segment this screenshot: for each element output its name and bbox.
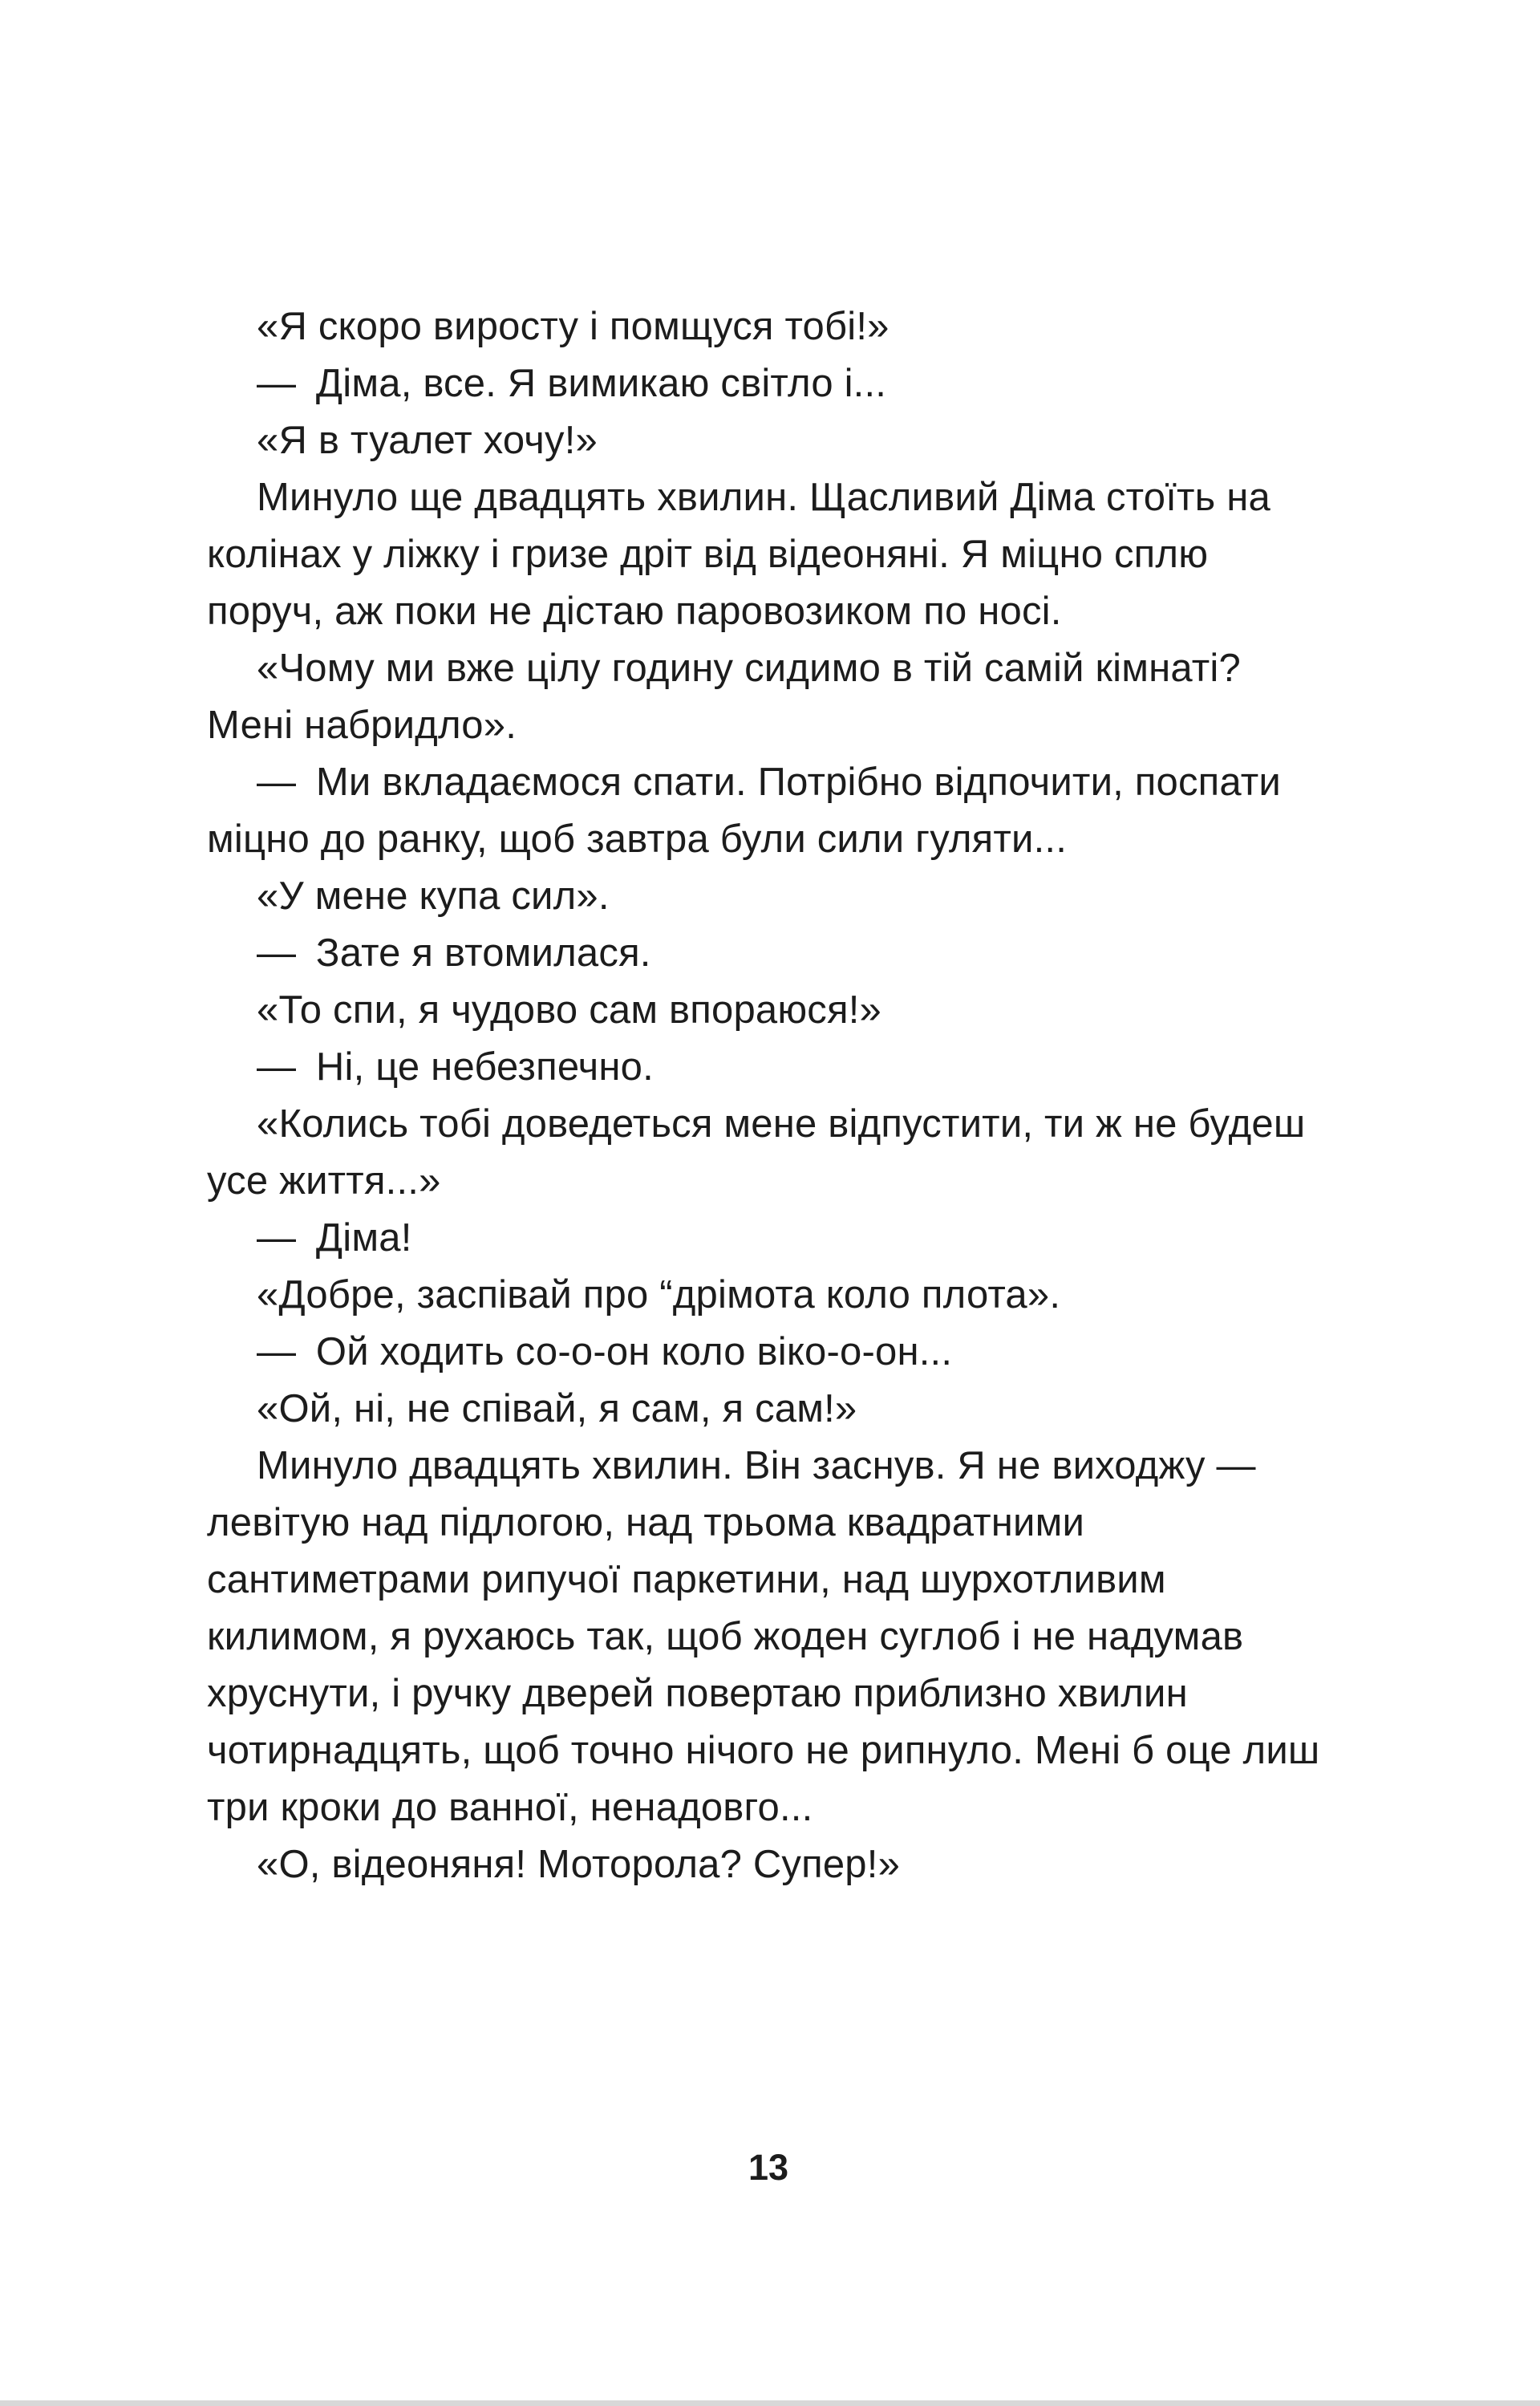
paragraph: «О, відеоняня! Моторола? Супер!» — [257, 1843, 901, 1886]
text-block — [207, 298, 1330, 1893]
paragraph: «Я в туалет хочу!» — [257, 419, 598, 462]
paragraph: «Я скоро виросту і помщуся тобі!» — [257, 305, 890, 348]
paragraph: Минуло ще двадцять хвилин. Щасливий Діма стоїть на колінах у ліжку і гризе дріт від відеоняні. Я міцно сплю поруч, аж поки не дістаю паровозиком по носі. — [207, 476, 1270, 633]
paragraph: — Ні, це небезпечно. — [257, 1045, 654, 1089]
paragraph: — Ой ходить со-о-он коло віко-о-он... — [257, 1330, 953, 1373]
paragraph: «Колись тобі доведеться мене відпустити, ти ж не будеш усе життя...» — [207, 1102, 1306, 1203]
paragraph: «У мене купа сил». — [257, 874, 610, 918]
paragraph: — Зате я втомилася. — [257, 931, 651, 975]
paragraph: «То спи, я чудово сам впораюся!» — [257, 988, 882, 1032]
page-number: 13 — [748, 2147, 789, 2188]
paragraph: «Ой, ні, не співай, я сам, я сам!» — [257, 1387, 857, 1430]
bottom-edge — [0, 2400, 1540, 2406]
paragraph: — Ми вкладаємося спати. Потрібно відпочити, поспати міцно до ранку, щоб завтра були сили гуляти... — [207, 761, 1281, 861]
paragraph: «Добре, заспівай про “дрімота коло плота». — [257, 1273, 1061, 1317]
paragraph: Минуло двадцять хвилин. Він заснув. Я не виходжу — левітую над підлогою, над трьома квадратними сантиметрами рипучої паркетини, над шурхотливим килимом, я рухаюсь так, щоб жоден суглоб і не надумав хруснути, і ручку дверей повертаю приблизно хвилин чотирнадцять, щоб точно нічого не рипнуло. Мені б оце лиш три кроки до ванної, ненадовго... — [207, 1444, 1320, 1829]
paragraph: — Діма, все. Я вимикаю світло і... — [257, 362, 887, 405]
paragraph: — Діма! — [257, 1216, 412, 1260]
paragraph: «Чому ми вже цілу годину сидимо в тій самій кімнаті? Мені набридло». — [207, 647, 1241, 747]
